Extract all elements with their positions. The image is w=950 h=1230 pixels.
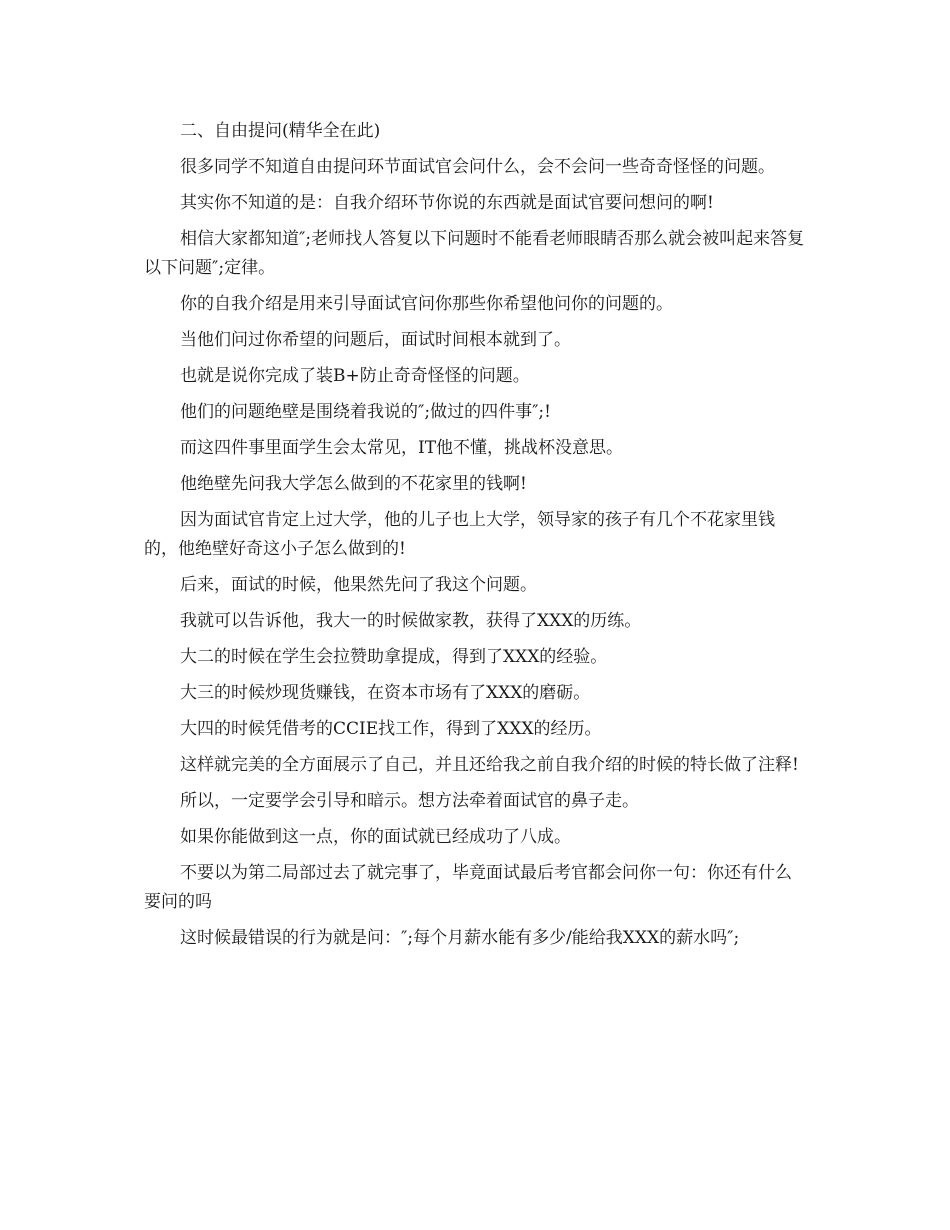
paragraph: 而这四件事里面学生会太常见，IT他不懂，挑战杯没意思。 — [180, 438, 624, 458]
paragraph: 如果你能做到这一点，你的面试就已经成功了八成。 — [180, 827, 571, 847]
paragraph: 后来，面试的时候，他果然先问了我这个问题。 — [180, 575, 537, 595]
section-heading: 二、自由提问(精华全在此) — [180, 121, 381, 141]
paragraph: 这时候最错误的行为就是问：″;每个月薪水能有多少/能给我XXX的薪水吗″; — [180, 928, 740, 948]
paragraph: 其实你不知道的是：自我介绍环节你说的东西就是面试官要问想问的啊! — [180, 193, 714, 213]
paragraph: 我就可以告诉他，我大一的时候做家教，获得了XXX的历练。 — [180, 611, 642, 631]
paragraph: 当他们问过你希望的问题后，面试时间根本就到了。 — [180, 330, 571, 350]
paragraph: 大四的时候凭借考的CCIE找工作，得到了XXX的经历。 — [180, 719, 602, 739]
paragraph: 很多同学不知道自由提问环节面试官会问什么，会不会问一些奇奇怪怪的问题。 — [180, 157, 775, 177]
paragraph: 因为面试官肯定上过大学，他的儿子也上大学，领导家的孩子有几个不花家里钱的，他绝壁好奇这小子怎么做到的! — [144, 510, 775, 559]
paragraph: 不要以为第二局部过去了就完事了，毕竟面试最后考官都会问你一句：你还有什么要问的吗 — [144, 863, 792, 912]
paragraph: 大二的时候在学生会拉赞助拿提成，得到了XXX的经验。 — [180, 647, 608, 667]
paragraph: 相信大家都知道″;老师找人答复以下问题时不能看老师眼睛否那么就会被叫起来答复以下问题″;定律。 — [144, 229, 805, 278]
document-body — [144, 117, 808, 960]
paragraph: 他绝壁先问我大学怎么做到的不花家里的钱啊! — [180, 474, 527, 494]
paragraph: 大三的时候炒现货赚钱，在资本市场有了XXX的磨砺。 — [180, 683, 591, 703]
paragraph: 这样就完美的全方面展示了自己，并且还给我之前自我介绍的时候的特长做了注释! — [180, 755, 799, 775]
paragraph: 你的自我介绍是用来引导面试官问你那些你希望他问你的问题的。 — [180, 294, 673, 314]
paragraph: 他们的问题绝壁是围绕着我说的″;做过的四件事″;! — [180, 402, 551, 422]
paragraph: 所以，一定要学会引导和暗示。想方法牵着面试官的鼻子走。 — [180, 791, 639, 811]
paragraph: 也就是说你完成了装B+防止奇奇怪怪的问题。 — [180, 366, 530, 386]
